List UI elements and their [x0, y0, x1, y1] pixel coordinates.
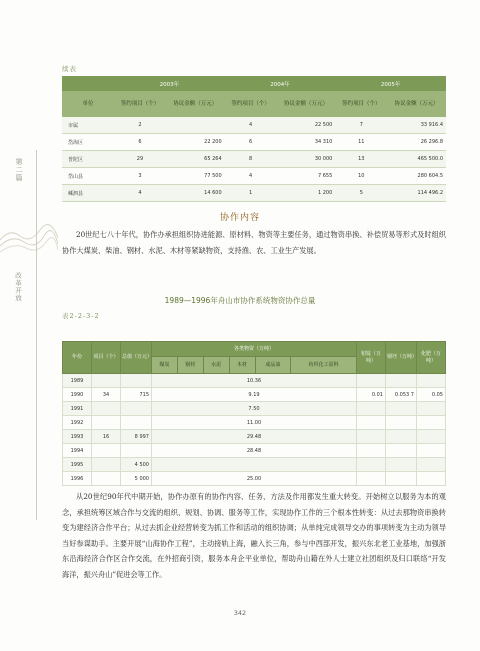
fert-cell: 0.05 — [417, 388, 446, 402]
materials-total-cell: 9.19 — [152, 388, 357, 402]
continued-table — [62, 76, 446, 202]
value-cell: 3 — [114, 168, 166, 185]
value-cell — [121, 374, 152, 388]
value-cell: 13 — [335, 151, 387, 168]
al-cell — [357, 402, 386, 416]
al-cell: 0.01 — [357, 388, 386, 402]
paragraph: 20世纪七八十年代，协作办承担组织协进能源、原材料、物资等主要任务，通过物资串换、补偿贸易等形式及时组织协作大煤炭、柴油、钢材、水泥、木材等紧缺物资，支持渔、农、工业生产发展。 — [62, 230, 446, 255]
value-cell: 6 — [114, 134, 166, 151]
section-title: 协作内容 — [219, 213, 260, 223]
col-header: 协议金额（万元） — [277, 91, 336, 117]
steel-cell — [386, 444, 417, 458]
table-row — [63, 430, 446, 444]
year-cell: 1992 — [63, 416, 92, 430]
table-row — [63, 472, 446, 486]
table-row — [63, 458, 446, 472]
value-cell: 77 500 — [166, 168, 225, 185]
year-col-header: 年份 — [63, 342, 92, 374]
fertilizer-col-header: 化肥（万吨） — [417, 342, 446, 374]
unit-cell: 岱山县 — [62, 168, 114, 185]
value-cell: 7 655 — [277, 168, 336, 185]
steel-cell — [386, 374, 417, 388]
supply-table — [62, 341, 446, 486]
items-cell — [92, 458, 121, 472]
value-cell: 8 — [225, 151, 277, 168]
part-tag: 改革开放 — [14, 272, 22, 302]
material-col-header: 煤炭 — [152, 357, 178, 374]
steel-col-header: 钢坯（万吨） — [386, 342, 417, 374]
year-header: 2005年 — [335, 76, 446, 91]
unit-cell: 市属 — [62, 117, 114, 134]
value-cell: 4 — [225, 168, 277, 185]
value-col-header: 总值（万元） — [121, 342, 152, 374]
steel-cell — [386, 472, 417, 486]
value-cell: 4 — [114, 185, 166, 202]
value-cell: 8 997 — [121, 430, 152, 444]
table-title: 1989—1996年舟山市协作系统物资协作总量 — [164, 296, 316, 305]
year-cell: 1995 — [63, 458, 92, 472]
unit-header-top — [62, 76, 114, 91]
value-cell — [121, 444, 152, 458]
materials-group-header: 各类物资（万吨） — [152, 342, 357, 357]
value-cell: 715 — [121, 388, 152, 402]
col-header: 协议金额（万元） — [387, 91, 446, 117]
al-cell — [357, 458, 386, 472]
materials-total-cell: 28.48 — [152, 444, 357, 458]
fert-cell — [417, 402, 446, 416]
side-rule — [36, 150, 37, 520]
fert-cell — [417, 416, 446, 430]
steel-cell — [386, 416, 417, 430]
fert-cell — [417, 472, 446, 486]
value-cell: 1 200 — [277, 185, 336, 202]
steel-cell: 0.053 7 — [386, 388, 417, 402]
year-cell: 1991 — [63, 402, 92, 416]
value-cell: 10 — [335, 168, 387, 185]
year-cell: 1993 — [63, 430, 92, 444]
material-col-header: 纺织化工原料 — [291, 357, 357, 374]
items-cell — [92, 472, 121, 486]
value-cell — [121, 402, 152, 416]
value-cell: 1 — [225, 185, 277, 202]
materials-total-cell: 7.50 — [152, 402, 357, 416]
paragraph: 从20世纪90年代中期开始，协作办原有的协作内容、任务、方法及作用都发生重大转变。开始树立以服务为本的观念，承担统筹区域合作与交流的组织、规划、协调、服务等工作，实现协作工作的三个根本性转变：从过去那物资串换转变为建经济合作平台；从过去抓企业经营转变为抓工作和活动的组织协调；从单纯完成领导交办的事项转变为主动为领导当好参谋助手。主要开展“山海协作工程”，主动接轨上海，融入长三角，参与中西部开发，振兴东北老工业基地，加强浙东沿海经济合作区合作交流，在外招商引资，服务本舟企平业单位，帮助舟山籍在外人士建立社团组织及归口联络“开发海洋，振兴舟山”促进会等工作。 — [62, 492, 446, 579]
materials-total-cell: 10.36 — [152, 374, 357, 388]
chapter-tag: 第二篇 — [15, 158, 23, 182]
fert-cell — [417, 430, 446, 444]
value-cell: 280 604.5 — [387, 168, 446, 185]
value-cell: 14 600 — [166, 185, 225, 202]
page-number: 342 — [233, 609, 247, 617]
value-cell: 22 200 — [166, 134, 225, 151]
year-cell: 1994 — [63, 444, 92, 458]
value-cell: 29 — [114, 151, 166, 168]
items-cell — [92, 444, 121, 458]
fert-cell — [417, 458, 446, 472]
items-cell — [92, 416, 121, 430]
items-cell — [92, 374, 121, 388]
items-cell — [92, 402, 121, 416]
table-row — [62, 168, 446, 185]
material-col-header: 钢材 — [177, 357, 203, 374]
value-cell — [166, 117, 225, 134]
value-cell: 7 — [335, 117, 387, 134]
value-cell: 33 916.4 — [387, 117, 446, 134]
fert-cell — [417, 374, 446, 388]
al-cell — [357, 416, 386, 430]
mountain-decoration — [0, 200, 58, 260]
table-row — [62, 151, 446, 168]
col-header: 签约项目（个） — [335, 91, 387, 117]
al-cell — [357, 374, 386, 388]
materials-total-cell: 29.48 — [152, 430, 357, 444]
year-header: 2004年 — [225, 76, 336, 91]
table-number: 表2-2-3-2 — [62, 312, 100, 320]
al-cell — [357, 430, 386, 444]
material-col-header: 水泥 — [203, 357, 229, 374]
aluminum-col-header: 铝锭（万吨） — [357, 342, 386, 374]
col-header: 协议金额（万元） — [166, 91, 225, 117]
value-cell: 11 — [335, 134, 387, 151]
items-cell: 16 — [92, 430, 121, 444]
fert-cell — [417, 444, 446, 458]
table-row — [63, 444, 446, 458]
value-cell — [121, 416, 152, 430]
items-cell: 34 — [92, 388, 121, 402]
table-row — [62, 185, 446, 202]
material-col-header: 成品油 — [255, 357, 291, 374]
unit-cell: 普陀区 — [62, 151, 114, 168]
material-col-header: 木材 — [229, 357, 255, 374]
value-cell: 4 500 — [121, 458, 152, 472]
table-row — [63, 416, 446, 430]
items-col-header: 项目（个） — [92, 342, 121, 374]
materials-total-cell: 25.00 — [152, 472, 357, 486]
value-cell: 2 — [114, 117, 166, 134]
year-cell: 1990 — [63, 388, 92, 402]
col-header: 签约项目（个） — [225, 91, 277, 117]
unit-cell: 嵊泗县 — [62, 185, 114, 202]
year-cell: 1996 — [63, 472, 92, 486]
materials-total-cell — [152, 458, 357, 472]
al-cell — [357, 472, 386, 486]
al-cell — [357, 444, 386, 458]
value-cell: 30 000 — [277, 151, 336, 168]
steel-cell — [386, 402, 417, 416]
value-cell: 465 500.0 — [387, 151, 446, 168]
value-cell: 4 — [225, 117, 277, 134]
table-row — [63, 388, 446, 402]
value-cell: 5 — [335, 185, 387, 202]
value-cell: 114 496.2 — [387, 185, 446, 202]
col-header: 签约项目（个） — [114, 91, 166, 117]
value-cell: 6 — [225, 134, 277, 151]
table-row — [63, 402, 446, 416]
table-row — [62, 134, 446, 151]
value-cell: 22 500 — [277, 117, 336, 134]
value-cell: 34 310 — [277, 134, 336, 151]
unit-header: 单位 — [62, 91, 114, 117]
value-cell: 65 264 — [166, 151, 225, 168]
year-header: 2003年 — [114, 76, 225, 91]
steel-cell — [386, 430, 417, 444]
unit-cell: 岱海区 — [62, 134, 114, 151]
continued-label: 续表 — [62, 65, 77, 73]
materials-total-cell: 11.00 — [152, 416, 357, 430]
table-row — [63, 374, 446, 388]
value-cell: 5 000 — [121, 472, 152, 486]
table-row — [62, 117, 446, 134]
steel-cell — [386, 458, 417, 472]
year-cell: 1989 — [63, 374, 92, 388]
value-cell: 26 296.8 — [387, 134, 446, 151]
